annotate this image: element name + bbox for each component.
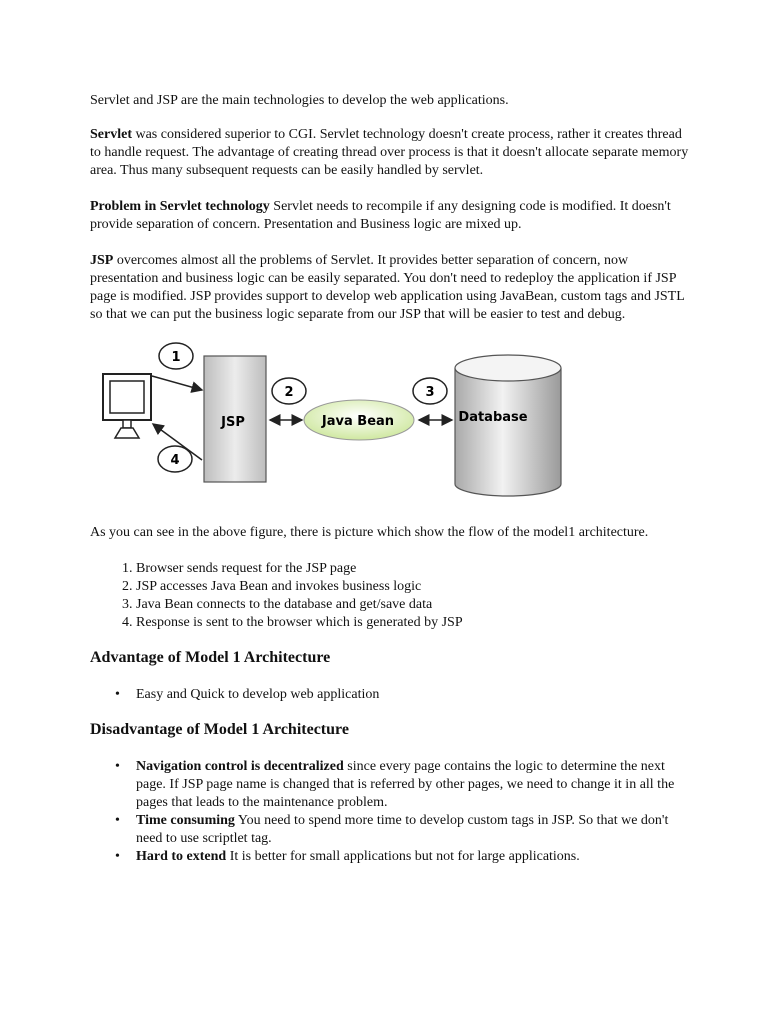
intro-paragraph: Servlet and JSP are the main technologies to develop the web applications. <box>90 93 509 108</box>
jsp-label: JSP <box>221 415 245 430</box>
jsp-box <box>204 356 266 482</box>
disadvantage-item <box>136 848 690 866</box>
figure-caption: As you can see in the above figure, there is picture which show the flow of the model1 architecture. <box>90 525 649 540</box>
step-2-marker <box>272 378 306 404</box>
servlet-paragraph <box>90 126 690 180</box>
problem-paragraph <box>90 198 690 234</box>
document-page <box>90 92 690 882</box>
advantages-list <box>90 686 690 704</box>
disadvantages-list <box>90 758 690 866</box>
flow-steps-list <box>90 560 690 632</box>
model1-architecture-diagram <box>90 342 690 502</box>
flow-step: 3. Java Bean connects to the database and get/save data <box>136 596 690 614</box>
disadvantage-text: You need to spend more time to develop custom tags in JSP. So that we don't need to use scriptlet tag. <box>136 813 669 846</box>
disadvantage-heading: Disadvantage of Model 1 Architecture <box>90 721 349 738</box>
advantage-item: • Easy and Quick to develop web application <box>136 686 690 704</box>
database-label: Database <box>458 410 528 425</box>
disadvantage-item <box>136 812 690 848</box>
java-bean-ellipse <box>304 400 414 440</box>
problem-term: Problem in Servlet technology <box>90 199 270 214</box>
disadvantage-text: since every page contains the logic to determine the next page. If JSP page name is changed that is referred by other pages, we need to change it in all the pages that leads to the maintenance problem. <box>136 759 675 810</box>
step-4-marker <box>158 446 192 472</box>
step-1-label: 1 <box>171 350 181 365</box>
database-cylinder <box>455 355 561 496</box>
disadvantage-term: Hard to extend <box>136 849 227 864</box>
servlet-term: Servlet <box>90 127 132 142</box>
disadvantage-term: Navigation control is decentralized <box>136 759 344 774</box>
jsp-paragraph <box>90 252 690 324</box>
java-bean-label: Java Bean <box>321 414 395 429</box>
monitor-icon <box>103 374 151 438</box>
request-arrow <box>152 376 202 390</box>
flow-step: 1. Browser sends request for the JSP page <box>136 560 690 578</box>
disadvantage-item <box>136 758 690 812</box>
flow-step: 4. Response is sent to the browser which is generated by JSP <box>136 614 690 632</box>
architecture-svg <box>0 342 768 502</box>
disadvantage-text: It is better for small applications but not for large applications. <box>226 849 580 864</box>
advantage-heading: Advantage of Model 1 Architecture <box>90 649 331 666</box>
flow-step: 2. JSP accesses Java Bean and invokes business logic <box>136 578 690 596</box>
step-1-marker <box>159 343 193 369</box>
step-4-label: 4 <box>170 453 180 468</box>
disadvantage-term: Time consuming <box>136 813 235 828</box>
jsp-text: overcomes almost all the problems of Servlet. It provides better separation of concern, now presentation and business logic can be easily separated. You don't need to redeploy the application if JSP page is modified. JSP provides support to develop web application using JavaBean, custom tags and JSTL so that we can put the business logic separate from our JSP that will be easier to test and debug. <box>90 253 685 322</box>
step-3-marker <box>413 378 447 404</box>
jsp-term: JSP <box>90 253 114 268</box>
servlet-text: was considered superior to CGI. Servlet technology doesn't create process, rather it creates thread to handle request. The advantage of creating thread over process is that it doesn't allocate separate memory area. Thus many subsequent requests can be easily handled by servlet. <box>90 127 689 178</box>
step-3-label: 3 <box>425 385 435 400</box>
step-2-label: 2 <box>284 385 294 400</box>
problem-text: Servlet needs to recompile if any designing code is modified. It doesn't provide separation of concern. Presentation and Business logic are mixed up. <box>90 199 671 232</box>
